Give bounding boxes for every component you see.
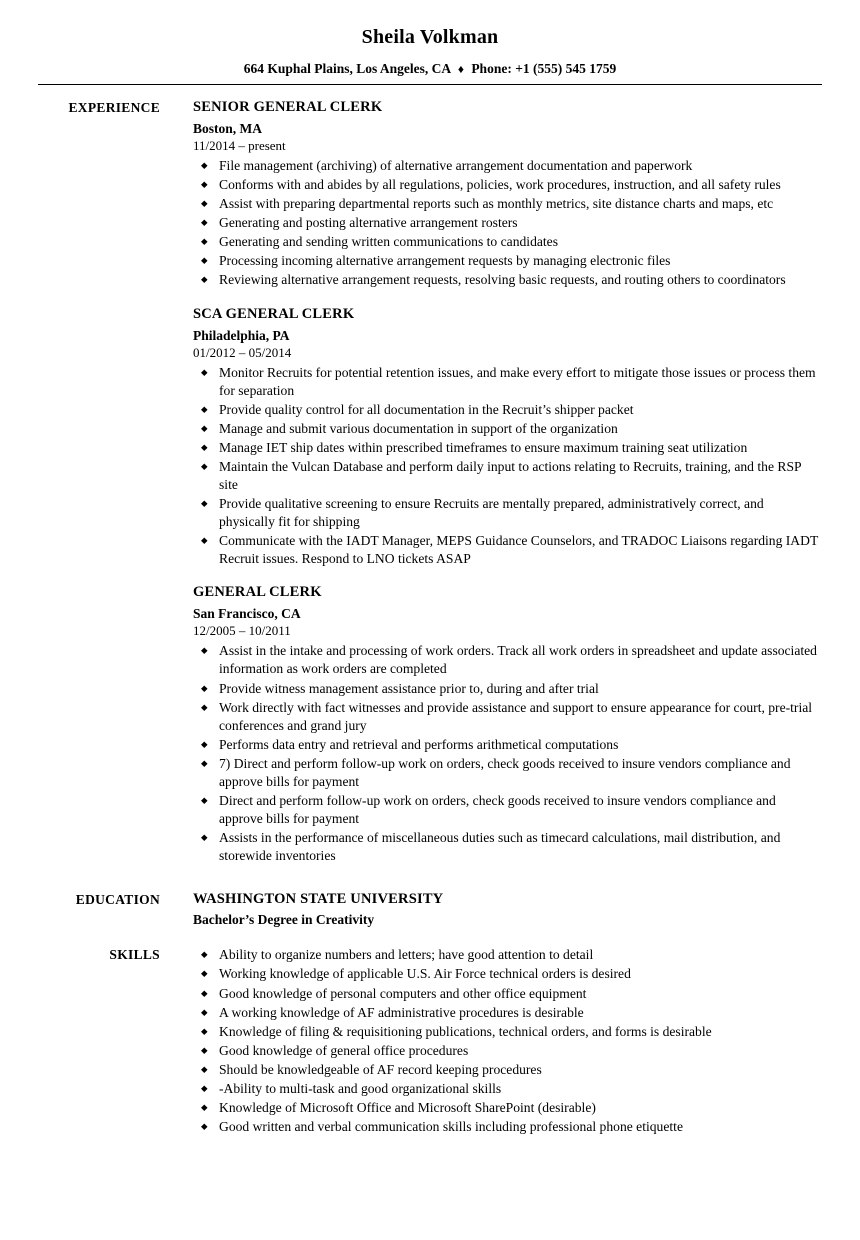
job-title: GENERAL CLERK (193, 584, 322, 601)
skills-bullet-list (193, 946, 822, 1136)
experience-section (38, 99, 822, 881)
job-title: SENIOR GENERAL CLERK (193, 99, 383, 115)
job-entry (193, 99, 822, 290)
list-item: ◆ 7) Direct and perform follow-up work on orders, check goods received to insure vendors compliance and approve bills for payment (193, 755, 822, 791)
list-item: ◆ Maintain the Vulcan Database and perform daily input to actions relating to Recruits, training, and the RSP site (193, 458, 822, 494)
header-divider (38, 84, 822, 85)
page-title: Sheila Volkman (361, 26, 499, 48)
contact-phone: Phone: +1 (555) 545 1759 (471, 61, 617, 76)
list-item: ◆ Good written and verbal communication skills including professional phone etiquette (193, 1118, 822, 1136)
skills-body (160, 946, 822, 1137)
job-dates: 12/2005 – 10/2011 (193, 623, 291, 639)
section-label-experience: EXPERIENCE (68, 100, 160, 115)
education-section (38, 891, 822, 930)
list-item: ◆ Reviewing alternative arrangement requests, resolving basic requests, and routing others to coordinators (193, 271, 822, 289)
job-bullet-list (193, 642, 822, 865)
list-item: ◆ -Ability to multi-task and good organizational skills (193, 1080, 822, 1098)
list-item: ◆ Conforms with and abides by all regulations, policies, work procedures, instruction, and all safety rules (193, 176, 822, 194)
list-item: ◆ Ability to organize numbers and letters; have good attention to detail (193, 946, 822, 964)
list-item: ◆ Work directly with fact witnesses and provide assistance and support to ensure appearance for court, pre-trial conferences and grand jury (193, 699, 822, 735)
list-item: ◆ Generating and sending written communications to candidates (193, 233, 822, 251)
job-bullet-list (193, 157, 822, 290)
list-item: ◆ Generating and posting alternative arrangement rosters (193, 214, 822, 232)
contact-address: 664 Kuphal Plains, Los Angeles, CA (243, 61, 451, 76)
list-item: ◆ Good knowledge of personal computers and other office equipment (193, 985, 822, 1003)
list-item: ◆ Processing incoming alternative arrangement requests by managing electronic files (193, 252, 822, 270)
experience-body (160, 99, 822, 881)
list-item: ◆ Direct and perform follow-up work on orders, check goods received to insure vendors compliance and approve bills for payment (193, 792, 822, 828)
job-dates: 11/2014 – present (193, 138, 286, 153)
list-item: ◆ Assist in the intake and processing of work orders. Track all work orders in spreadsheet and update associated information as work orders are completed (193, 642, 822, 678)
list-item: ◆ Manage and submit various documentation in support of the organization (193, 420, 822, 438)
list-item: ◆ Provide witness management assistance prior to, during and after trial (193, 680, 822, 698)
list-item: ◆ Good knowledge of general office procedures (193, 1042, 822, 1060)
list-item: ◆ Manage IET ship dates within prescribed timeframes to ensure maximum training seat utilization (193, 439, 822, 457)
job-dates: 01/2012 – 05/2014 (193, 344, 292, 360)
list-item: ◆ Knowledge of Microsoft Office and Microsoft SharePoint (desirable) (193, 1099, 822, 1117)
job-location: San Francisco, CA (193, 606, 301, 622)
list-item: ◆ Provide quality control for all documentation in the Recruit’s shipper packet (193, 401, 822, 419)
list-item: ◆ File management (archiving) of alternative arrangement documentation and paperwork (193, 157, 822, 175)
job-bullet-list (193, 364, 822, 569)
list-item: ◆ Performs data entry and retrieval and performs arithmetical computations (193, 736, 822, 754)
list-item: ◆ A working knowledge of AF administrative procedures is desirable (193, 1004, 822, 1022)
education-degree: Bachelor’s Degree in Creativity (193, 912, 375, 928)
contact-line (38, 61, 822, 77)
list-item: ◆ Communicate with the IADT Manager, MEPS Guidance Counselors, and TRADOC Liaisons regarding IADT Recruit issues. Respond to LNO tickets ASAP (193, 532, 822, 568)
skills-section (38, 946, 822, 1137)
list-item: ◆ Provide qualitative screening to ensure Recruits are mentally prepared, administratively correct, and physically fit for shipping (193, 495, 822, 531)
list-item: ◆ Assist with preparing departmental reports such as monthly metrics, site distance charts and maps, etc (193, 195, 822, 213)
education-body (160, 891, 822, 930)
job-entry (193, 306, 822, 569)
section-label-education: EDUCATION (75, 892, 160, 908)
list-item: ◆ Working knowledge of applicable U.S. Air Force technical orders is desired (193, 965, 822, 983)
education-school: WASHINGTON STATE UNIVERSITY (193, 891, 444, 908)
list-item: ◆ Monitor Recruits for potential retention issues, and make every effort to mitigate those issues or process them for separation (193, 364, 822, 400)
job-location: Philadelphia, PA (193, 327, 290, 343)
section-label-skills: SKILLS (109, 947, 160, 963)
job-location: Boston, MA (193, 121, 263, 136)
list-item: ◆ Assists in the performance of miscellaneous duties such as timecard calculations, mail distribution, and storewide inventories (193, 829, 822, 865)
list-item: ◆ Should be knowledgeable of AF record keeping procedures (193, 1061, 822, 1079)
job-title: SCA GENERAL CLERK (193, 305, 355, 322)
diamond-separator-icon: ♦ (457, 62, 464, 76)
job-entry (193, 584, 822, 865)
list-item: ◆ Knowledge of filing & requisitioning publications, technical orders, and forms is desirable (193, 1023, 822, 1041)
